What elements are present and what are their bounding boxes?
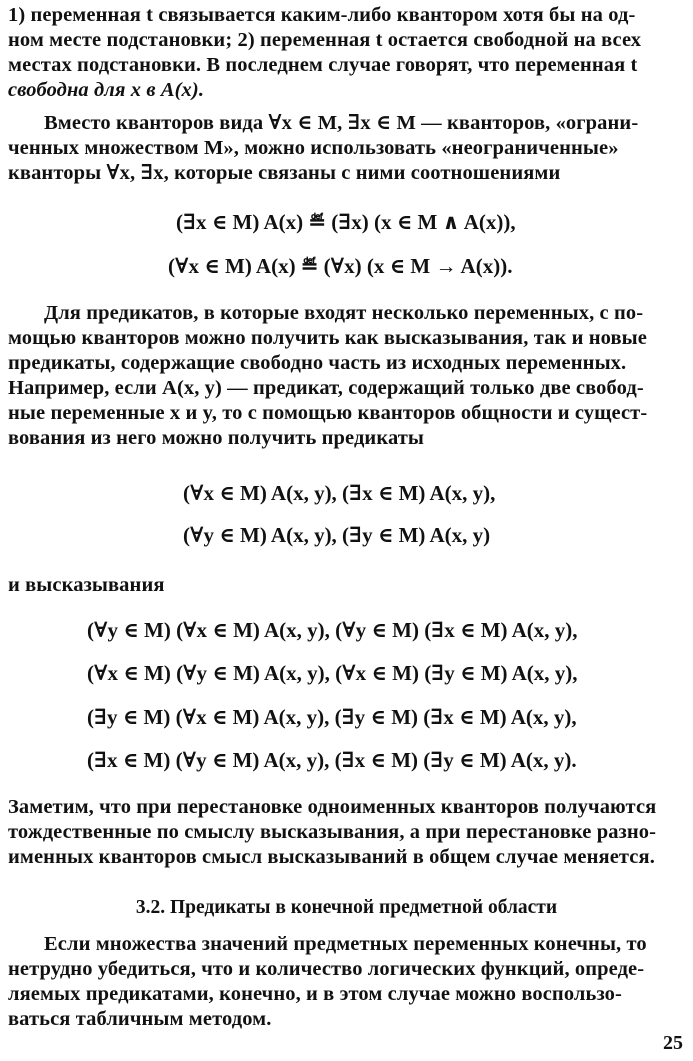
- paragraph-predicates: [8, 301, 686, 451]
- formula-exists-definition: (∃x ∈ M) A(x) ≝ (∃x) (x ∈ M ∧ A(x)),: [176, 210, 516, 234]
- intro-paragraph: [8, 3, 686, 103]
- text-line: именных кванторов смысл высказываний в общем случае меняется.: [8, 846, 655, 868]
- paragraph-permutation: [8, 795, 686, 870]
- text-line: мощью кванторов можно получить как высказывания, так и новые: [8, 327, 647, 349]
- text-line: Для предикатов, в которые входят несколько переменных, с по-: [44, 302, 644, 324]
- paragraph-finite-domain: [8, 932, 686, 1032]
- formula-statements-2: (∀x ∈ M) (∀y ∈ M) A(x, y), (∀x ∈ M) (∃y ∈ M) A(x, y),: [87, 661, 578, 685]
- formula-statements-4: (∃x ∈ M) (∀y ∈ M) A(x, y), (∃x ∈ M) (∃y ∈ M) A(x, y).: [87, 748, 577, 772]
- text-line: ченных множеством M», можно использовать «неограниченные»: [8, 137, 619, 159]
- formula-statements-1: (∀y ∈ M) (∀x ∈ M) A(x, y), (∀y ∈ M) (∃x ∈ M) A(x, y),: [87, 618, 578, 642]
- page-number: 25: [663, 1032, 683, 1054]
- formula-forall-definition: (∀x ∈ M) A(x) ≝ (∀x) (x ∈ M → A(x)).: [168, 254, 513, 278]
- text-line: кванторы ∀x, ∃x, которые связаны с ними соотношениями: [8, 162, 561, 184]
- section-heading: 3.2. Предикаты в конечной предметной области: [135, 897, 558, 918]
- text-line: Вместо кванторов вида ∀x ∈ M, ∃x ∈ M — кванторов, «ограни-: [44, 112, 639, 134]
- text-line: предикаты, содержащие свободно часть из исходных переменных.: [8, 352, 627, 374]
- text-line: свободна для x в A(x).: [8, 79, 205, 101]
- text-line: тождественные по смыслу высказывания, а при перестановке разно-: [8, 821, 657, 843]
- text-line: Заметим, что при перестановке одноименных кванторов получаются: [8, 796, 657, 818]
- formula-predicates-y: (∀y ∈ M) A(x, y), (∃y ∈ M) A(x, y): [183, 523, 491, 547]
- text-line: вования из него можно получить предикаты: [8, 427, 425, 449]
- text-line: и высказывания: [8, 574, 165, 596]
- text-line: ные переменные x и y, то с помощью кванторов общности и сущест-: [8, 402, 648, 424]
- text-line: Если множества значений предметных переменных конечны, то: [44, 933, 647, 955]
- text-line: ном месте подстановки; 2) переменная t остается свободной на всех: [8, 29, 642, 51]
- paragraph-quantifiers: [8, 111, 686, 186]
- text-line: Например, если A(x, y) — предикат, содержащий только две свобод-: [8, 377, 644, 399]
- formula-statements-3: (∃y ∈ M) (∀x ∈ M) A(x, y), (∃y ∈ M) (∃x ∈ M) A(x, y),: [87, 705, 577, 729]
- text-line: ляемых предикатами, конечно, и в этом случае можно воспользо-: [8, 983, 622, 1005]
- text-line: нетрудно убедиться, что и количество логических функций, опреде-: [8, 958, 645, 980]
- text-line: местах подстановки. В последнем случае говорят, что переменная t: [8, 54, 638, 76]
- formula-predicates-x: (∀x ∈ M) A(x, y), (∃x ∈ M) A(x, y),: [183, 481, 496, 505]
- and-statements-line: [8, 573, 686, 598]
- text-line: 1) переменная t связывается каким-либо квантором хотя бы на од-: [8, 4, 636, 26]
- text-line: ваться табличным методом.: [8, 1008, 272, 1030]
